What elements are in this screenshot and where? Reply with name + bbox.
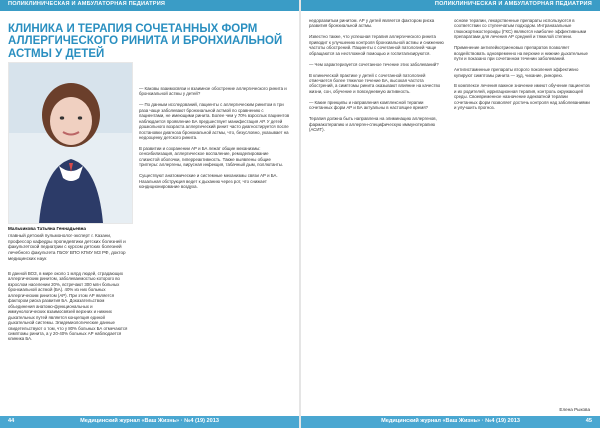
page-number-right: 45 [585,418,592,424]
portrait-image [9,63,132,223]
right-page [301,0,600,428]
footer-journal-right: Медицинский журнал «Ваш Жизнь» · №4 (19) 2013 [381,418,520,424]
main-column-right-b: основе терапии, лекарственные препараты используются в соответствии со ступенчатым подходом. Интраназальные глюкокортикостероиды (ГКС) являются наиболее эффективными препаратами для лечения АР средней и тяжелой степени. Применение антилейкотриеновых препаратов позволяет воздействовать одновременно на верхние и нижние дыхательные пути и показано при сочетанном течении заболеваний. Антигистаминные препараты второго поколения эффективно купируют симптомы ринита — зуд, чихание, ринорею. В комплексе лечения важное значение имеют обучение пациентов и их родителей, ирригационная терапия, контроль окружающей среды. Своевременное назначение адекватной терапии сочетанных форм позволяет достичь контроля над заболеваниями и улучшить прогноз. [454,18,590,111]
footer-journal-left: Медицинский журнал «Ваш Жизнь» · №4 (19) 2013 [80,418,219,424]
author-name: Мальчикова Татьяна Геннадьевна [8,226,86,231]
main-column-right-a: недоразвитым ринитом. АР у детей является фактором риска развития бронхиальной астмы. Известно также, что успешная терапия аллергического ринита приводит к улучшению контроля бронхиальной астмы и снижению частоты обострений. Пациенты с сочетанной патологией чаще обращаются за неотложной помощью и госпитализируются. — Чем характеризуется сочетанное течение этих заболеваний? В клинической практике у детей с сочетанной патологией отмечается более тяжелое течение БА, высокая частота обострений, а симптомы ринита оказывают влияние на качество жизни, сон, обучение и повседневную активность. — Какие принципы и направления комплексной терапии сочетанных форм АР и БА актуальны в настоящее время? Терапия должна быть направлена на элиминацию аллергенов, фармакотерапию и аллерген-специфическую иммунотерапию (АСИТ). [309,18,444,133]
author-details: главный детский пульмонолог-эксперт г. Казани, профессор кафедры пропедевтики детских болезней и факультетской педиатрии с курсом детских болезней лечебного факультета ГБОУ ВПО КГМУ МЗ РФ, доктор медицинских наук [8,232,126,261]
section-label: ПОЛИКЛИНИЧЕСКАЯ И АМБУЛАТОРНАЯ ПЕДИАТРИЯ [8,1,166,7]
article-signature: Елена Рыкова [559,407,590,412]
intro-column: В данной ВОЗ, в мире около 1 млрд людей, страдающих аллергическим ринитом, заболеваемостью которого во взрослом населении 20%, встречают 300 млн больных бронхиальной астмой (БА). 40% из них больных аллергическим ринитом (АР). При этом АР является фактором риска развития БА. Доказательством объединения анатомо-функциональных и иммунологических взаимосвязей верхних и нижних дыхательных путей является концепция единой дыхательной системы. Эпидемиологические данные свидетельствуют о том, что у 80% больных БА отмечаются симптомы ринита, а у 20-40% больных АР наблюдается клиника БА. [8,271,129,342]
page-number-left: 44 [8,418,15,424]
page-footer-left [0,416,299,428]
page-header-right [301,0,600,11]
page-header-left [0,0,299,11]
author-block [8,226,128,262]
main-column-left: — Каковы взаимосвязи и взаимное обострение аллергического ринита и бронхиальной астмы у детей? — По данным исследований, пациенты с аллергическим ринитом в три раза чаще заболевают бронхиальной астмой по сравнению с пациентами, не имеющими ринита. Более чем у 70% взрослых пациентов наблюдается проявление БА предшествует манифестация АР. У детей дошкольного возраста аллергический ринит часто диагностируется после постановки диагноза бронхиальной астмы, что, безусловно, указывает на недооценку детского ринита. В развитии и сохранении АР и БА лежат общие механизмы: сенсибилизация, аллергическое воспаление, ремоделирование слизистой оболочки, гиперреактивность. Также выявлены общие триггеры: аллергены, вирусная инфекция, табачный дым, поллютанты. Существуют анатомические и системные механизмы связи АР и БА. Назальная обструкция ведет к дыханию через рот, что снижает кондиционирование воздуха. [139,86,290,190]
section-label-right: ПОЛИКЛИНИЧЕСКАЯ И АМБУЛАТОРНАЯ ПЕДИАТРИЯ [434,1,592,7]
article-title: КЛИНИКА И ТЕРАПИЯ СОЧЕТАННЫХ ФОРМ АЛЛЕРГИЧЕСКОГО РИНИТА И БРОНХИАЛЬНОЙ АСТМЫ У ДЕТЕЙ [8,22,283,60]
author-photo [8,62,133,224]
page-footer-right [301,416,600,428]
left-page [0,0,299,428]
